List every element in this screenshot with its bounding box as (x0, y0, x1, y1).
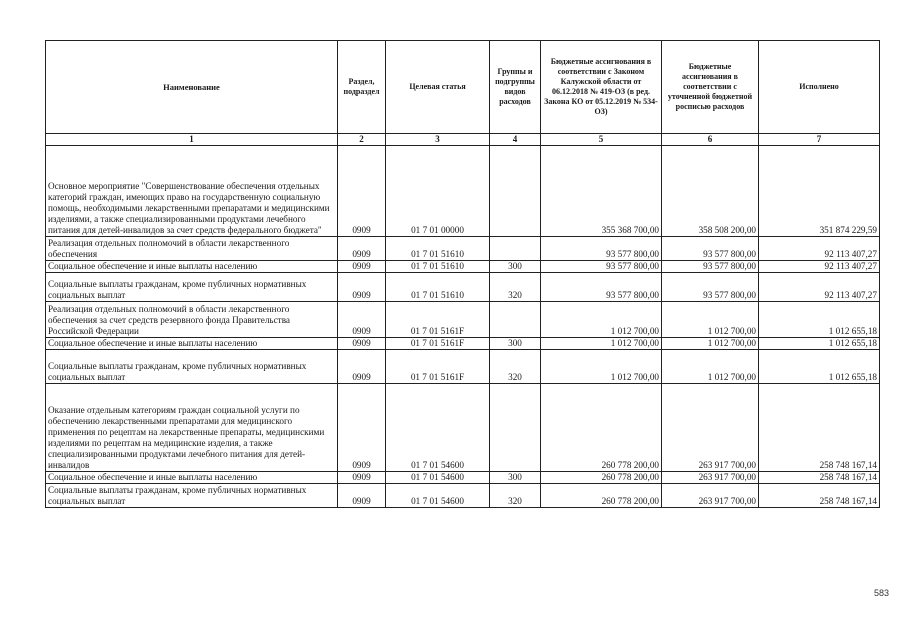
header-executed: Исполнено (759, 41, 880, 134)
column-number-row (46, 134, 880, 146)
row-name: Реализация отдельных полномочий в области лекарственного обеспечения (46, 237, 338, 261)
row-law-allocation: 1 012 700,00 (541, 350, 662, 384)
row-target-article: 01 7 01 5161F (386, 338, 490, 350)
row-name: Социальные выплаты гражданам, кроме публичных нормативных социальных выплат (46, 273, 338, 302)
row-expense-group: 300 (490, 338, 541, 350)
row-law-allocation: 355 368 700,00 (541, 146, 662, 237)
row-target-article: 01 7 01 51610 (386, 261, 490, 273)
header-law-allocation: Бюджетные ассигнования в соответствии с Законом Калужской области от 06.12.2018 № 419-ОЗ (в ред. Закона КО от 05.12.2019 № 534-ОЗ) (541, 41, 662, 134)
row-executed: 258 748 167,14 (759, 384, 880, 472)
table-row (46, 237, 880, 261)
row-law-allocation: 260 778 200,00 (541, 484, 662, 508)
row-target-article: 01 7 01 51610 (386, 273, 490, 302)
row-executed: 92 113 407,27 (759, 237, 880, 261)
row-section: 0909 (338, 484, 386, 508)
row-expense-group (490, 146, 541, 237)
row-section: 0909 (338, 302, 386, 338)
row-target-article: 01 7 01 5161F (386, 302, 490, 338)
row-executed: 258 748 167,14 (759, 472, 880, 484)
row-law-allocation: 260 778 200,00 (541, 384, 662, 472)
row-section: 0909 (338, 146, 386, 237)
column-number: 5 (541, 134, 662, 146)
row-executed: 92 113 407,27 (759, 273, 880, 302)
row-expense-group: 300 (490, 261, 541, 273)
row-law-allocation: 260 778 200,00 (541, 472, 662, 484)
column-number: 4 (490, 134, 541, 146)
row-refined-allocation: 263 917 700,00 (662, 384, 759, 472)
table-row (46, 273, 880, 302)
row-refined-allocation: 93 577 800,00 (662, 237, 759, 261)
column-number: 7 (759, 134, 880, 146)
row-expense-group (490, 384, 541, 472)
column-number: 3 (386, 134, 490, 146)
table-row (46, 302, 880, 338)
row-law-allocation: 93 577 800,00 (541, 273, 662, 302)
row-section: 0909 (338, 261, 386, 273)
row-executed: 258 748 167,14 (759, 484, 880, 508)
row-law-allocation: 1 012 700,00 (541, 338, 662, 350)
row-refined-allocation: 1 012 700,00 (662, 302, 759, 338)
row-law-allocation: 1 012 700,00 (541, 302, 662, 338)
row-refined-allocation: 1 012 700,00 (662, 350, 759, 384)
header-expense-group: Группы и подгруппы видов расходов (490, 41, 541, 134)
row-target-article: 01 7 01 5161F (386, 350, 490, 384)
row-section: 0909 (338, 237, 386, 261)
table-row (46, 350, 880, 384)
row-executed: 1 012 655,18 (759, 338, 880, 350)
row-refined-allocation: 93 577 800,00 (662, 261, 759, 273)
header-section: Раздел, подраздел (338, 41, 386, 134)
row-expense-group: 320 (490, 484, 541, 508)
row-executed: 1 012 655,18 (759, 350, 880, 384)
header-target-article: Целевая статья (386, 41, 490, 134)
table-row (46, 384, 880, 472)
row-law-allocation: 93 577 800,00 (541, 261, 662, 273)
row-refined-allocation: 1 012 700,00 (662, 338, 759, 350)
header-refined-allocation: Бюджетные ассигнования в соответствии с уточненной бюджетной росписью расходов (662, 41, 759, 134)
table-row (46, 261, 880, 273)
row-name: Основное мероприятие "Совершенствование обеспечения отдельных категорий граждан, имеющих право на государственную социальную помощь, необходимыми лекарственными препаратами и медицинскими изделиями, а также специализированными продуктами лечебного питания для детей-инвалидов за счет средств федерального бюджета" (46, 146, 338, 237)
header-name: Наименование (46, 41, 338, 134)
row-target-article: 01 7 01 54600 (386, 472, 490, 484)
row-expense-group: 320 (490, 350, 541, 384)
row-refined-allocation: 93 577 800,00 (662, 273, 759, 302)
row-law-allocation: 93 577 800,00 (541, 237, 662, 261)
row-expense-group (490, 237, 541, 261)
row-section: 0909 (338, 384, 386, 472)
row-target-article: 01 7 01 54600 (386, 484, 490, 508)
row-expense-group: 300 (490, 472, 541, 484)
row-name: Социальное обеспечение и иные выплаты населению (46, 472, 338, 484)
row-refined-allocation: 358 508 200,00 (662, 146, 759, 237)
row-executed: 351 874 229,59 (759, 146, 880, 237)
budget-table (45, 40, 880, 508)
row-section: 0909 (338, 350, 386, 384)
table-row (46, 146, 880, 237)
row-target-article: 01 7 01 54600 (386, 384, 490, 472)
row-target-article: 01 7 01 51610 (386, 237, 490, 261)
table-row (46, 338, 880, 350)
row-expense-group (490, 302, 541, 338)
row-target-article: 01 7 01 00000 (386, 146, 490, 237)
table-row (46, 472, 880, 484)
row-name: Социальные выплаты гражданам, кроме публичных нормативных социальных выплат (46, 350, 338, 384)
row-section: 0909 (338, 273, 386, 302)
column-number: 6 (662, 134, 759, 146)
table-row (46, 484, 880, 508)
row-expense-group: 320 (490, 273, 541, 302)
row-refined-allocation: 263 917 700,00 (662, 484, 759, 508)
row-section: 0909 (338, 338, 386, 350)
header-row (46, 41, 880, 134)
column-number: 2 (338, 134, 386, 146)
row-name: Реализация отдельных полномочий в области лекарственного обеспечения за счет средств резервного фонда Правительства Российской Федерации (46, 302, 338, 338)
row-executed: 1 012 655,18 (759, 302, 880, 338)
column-number: 1 (46, 134, 338, 146)
row-refined-allocation: 263 917 700,00 (662, 472, 759, 484)
row-name: Социальное обеспечение и иные выплаты населению (46, 338, 338, 350)
row-name: Социальное обеспечение и иные выплаты населению (46, 261, 338, 273)
row-name: Оказание отдельным категориям граждан социальной услуги по обеспечению лекарственными препаратами для медицинского применения по рецептам на лекарственные препараты, медицинскими изделиями по рецептам на медицинские изделия, а также специализированными продуктами лечебного питания для детей-инвалидов (46, 384, 338, 472)
page-number: 583 (873, 588, 889, 598)
row-name: Социальные выплаты гражданам, кроме публичных нормативных социальных выплат (46, 484, 338, 508)
row-executed: 92 113 407,27 (759, 261, 880, 273)
row-section: 0909 (338, 472, 386, 484)
